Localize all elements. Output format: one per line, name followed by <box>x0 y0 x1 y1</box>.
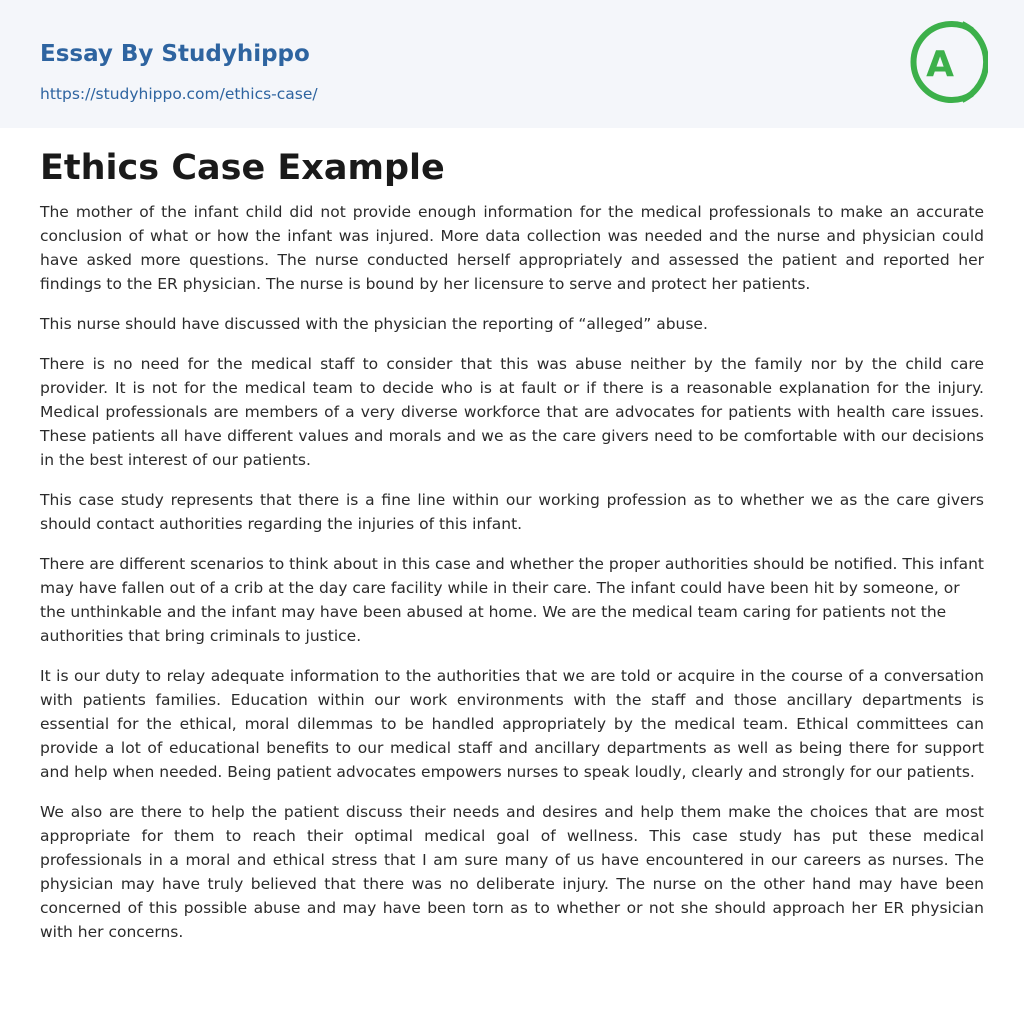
article-paragraph-1: The mother of the infant child did not provide enough information for the medical professionals to make an accurate conclusion of what or how the infant was injured. More data collection was needed and the nurse and physician could have asked more questions. The nurse conducted herself appropriately and assessed the patient and reported her findings to the ER physician. The nurse is bound by her licensure to serve and protect her patients. <box>40 203 984 293</box>
logo-letter: A <box>926 44 954 85</box>
article-url-link[interactable]: https://studyhippo.com/ethics-case/ <box>40 85 318 103</box>
article-paragraph-5: There are different scenarios to think about in this case and whether the proper authorities should be notified. This infant may have fallen out of a crib at the day care facility while in their care. The infant could have been hit by someone, or the unthinkable and the infant may have been abused at home. We are the medical team caring for patients not the authorities that bring criminals to justice. <box>40 555 985 645</box>
page-title: Ethics Case Example <box>40 148 445 188</box>
article-paragraph-3: There is no need for the medical staff to consider that this was abuse neither by the family nor by the child care provider. It is not for the medical team to decide who is at fault or if there is a reasonable explanation for the injury. Medical professionals are members of a very diverse workforce that are advocates for patients with health care issues. These patients all have different values and morals and we as the care givers need to be comfortable with our decisions in the best interest of our patients. <box>40 355 984 469</box>
article-paragraph-2: This nurse should have discussed with the physician the reporting of “alleged” abuse. <box>40 315 708 333</box>
article-paragraph-4: This case study represents that there is a fine line within our working profession as to whether we as the care givers should contact authorities regarding the injuries of this infant. <box>40 491 984 533</box>
article-paragraph-6: It is our duty to relay adequate information to the authorities that we are told or acquire in the course of a conversation with patients families. Education within our work environments with the staff and those ancillary departments is essential for the ethical, moral dilemmas to be handled appropriately by the medical team. Ethical committees can provide a lot of educational benefits to our medical staff and ancillary departments as well as being there for support and help when needed. Being patient advocates empowers nurses to speak loudly, clearly and strongly for our patients. <box>40 667 984 781</box>
article-body <box>40 200 984 960</box>
studyhippo-logo-icon[interactable] <box>910 18 988 106</box>
article-paragraph-7: We also are there to help the patient discuss their needs and desires and help them make the choices that are most appropriate for them to reach their optimal medical goal of wellness. This case study has put these medical professionals in a moral and ethical stress that I am sure many of us have encountered in our careers as nurses. The physician may have truly believed that there was no deliberate injury. The nurse on the other hand may have been concerned of this possible abuse and may have been torn as to whether or not she should approach her ER physician with her concerns. <box>40 803 984 941</box>
site-title[interactable]: Essay By Studyhippo <box>40 41 310 67</box>
